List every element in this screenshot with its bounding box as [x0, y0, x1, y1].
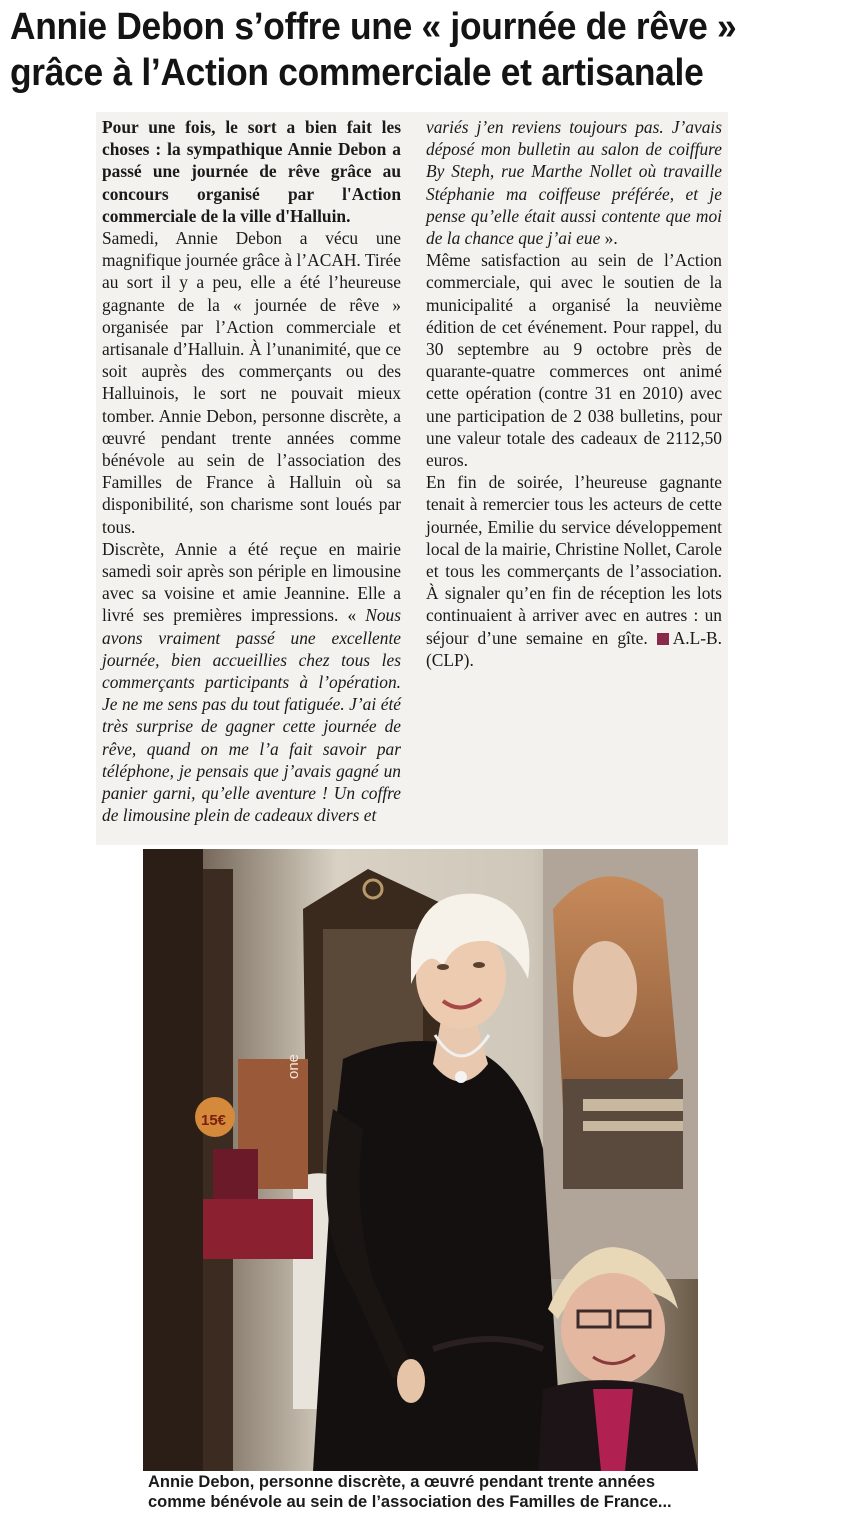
- article-paragraph-3: Même satisfaction au sein de l’Action commerciale, qui avec le soutien de la municipalité a organisé la neuvième édition de cet événement. Pour rappel, du 30 septembre au 9 octobre près de quarante-quatre commerces ont animé cette opération (contre 31 en 2010) avec une participation de 2 038 bulletins, pour une valeur totale des cadeaux de 2112,50 euros.: [426, 250, 722, 471]
- article-paragraph-1: Samedi, Annie Debon a vécu une magnifique journée grâce à l’ACAH. Tirée au sort il y a peu, elle a été l’heureuse gagnante de la « journée de rêve » organisée par l’Action commerciale et artisanale d’Halluin. À l’unanimité, que ce soit auprès des commerçants ou des Halluinois, le sort ne pouvait mieux tomber. Annie Debon, personne discrète, a œuvré pendant trente années comme bénévole au sein de l’association des Familles de France à Halluin où sa disponibilité, son charisme sont loués par tous.: [102, 228, 401, 537]
- article-paragraph-2-continued: [426, 116, 722, 249]
- byline: A.L-B. (CLP).: [426, 627, 722, 670]
- article-photo: [143, 849, 698, 1471]
- photo-caption: Annie Debon, personne discrète, a œuvré pendant trente années comme bénévole au sein de l’association des Familles de France...: [148, 1473, 672, 1511]
- paragraph-2-close: ».: [600, 228, 618, 249]
- byline-square-icon: [657, 633, 669, 645]
- article-paragraph-2: [102, 538, 401, 827]
- display-label-text: one: [285, 1053, 302, 1079]
- article-paragraph-4: En fin de soirée, l’heureuse gagnante tenait à remercier tous les acteurs de cette journée, Emilie du service développement local de la mairie, Christine Nollet, Carole et tous les commerçants de l’association. À signaler qu’en fin de réception les lots continuaient à arriver avec en autres : un séjour d’une semaine en gîte. A.L-B. (CLP).: [426, 472, 722, 670]
- photo-illustration: [143, 849, 698, 1471]
- paragraph-2-quote: Nous avons vraiment passé une excellente journée, bien accueillies chez tous les commerçants participants à l’opération. Je ne me sens pas du tout fatiguée. J’ai été très surprise de gagner cette journée de rêve, quand on me l’a fait savoir par téléphone, je pensais que j’avais gagné un panier garni, qu’elle aventure ! Un coffre de limousine plein de cadeaux divers et: [102, 605, 401, 826]
- paragraph-2-quote-continued: variés j’en reviens toujours pas. J’avais déposé mon bulletin au salon de coiffure By Steph, rue Marthe Nollet où travaille Stéphanie ma coiffeuse préférée, et je pense qu’elle était aussi contente que moi de la chance que j’ai eue: [426, 117, 722, 249]
- headline: [10, 4, 787, 96]
- paragraph-2-intro: Discrète, Annie a été reçue en mairie samedi soir après son périple en limousine avec sa voisine et amie Jeannine. Elle a livré ses premières impressions. «: [102, 538, 401, 626]
- headline-line-1: Annie Debon s’offre une « journée de rêve »: [10, 6, 737, 48]
- article-lead: Pour une fois, le sort a bien fait les choses : la sympathique Annie Debon a passé une journée de rêve grâce au concours organisé par l'Action commerciale de la ville d'Halluin.: [102, 117, 401, 226]
- headline-line-2: grâce à l’Action commerciale et artisanale: [10, 52, 704, 94]
- article-column-right: [426, 116, 722, 671]
- article-column-left: [102, 116, 401, 827]
- price-tag-text: 15€: [201, 1112, 227, 1129]
